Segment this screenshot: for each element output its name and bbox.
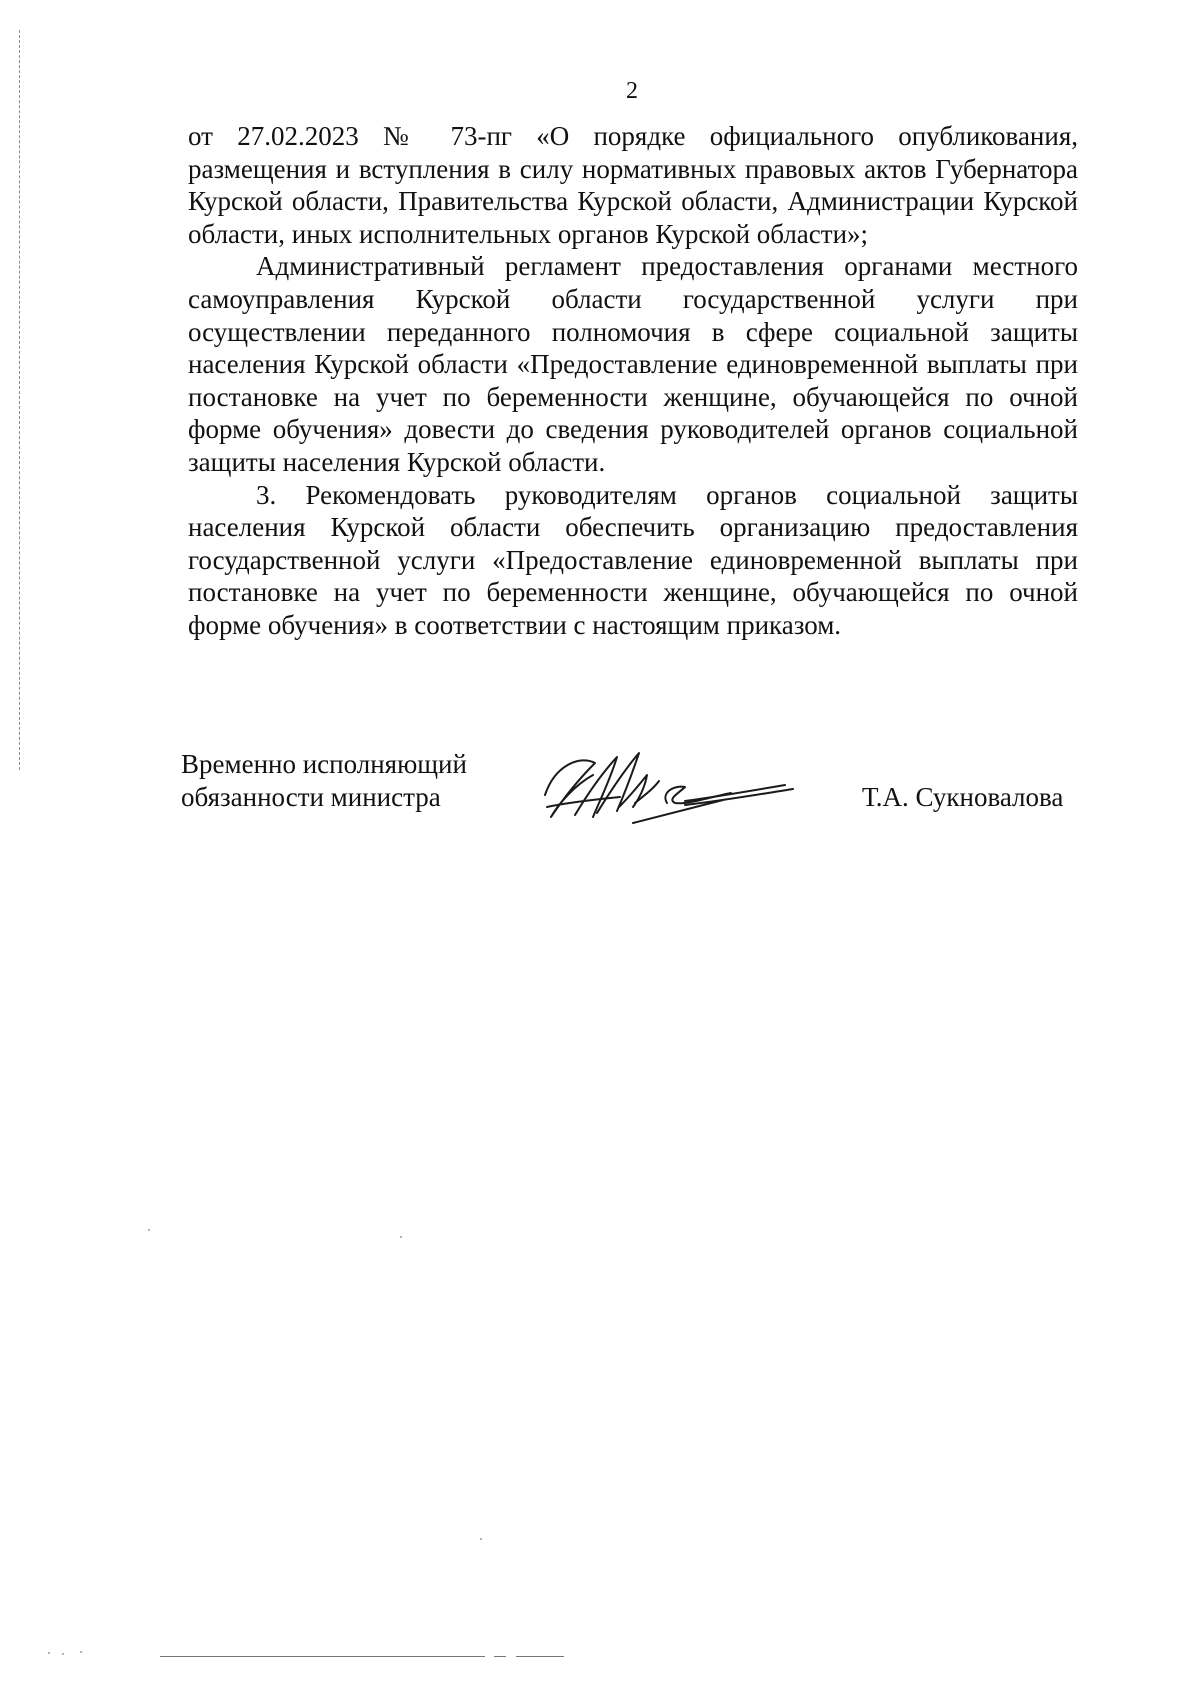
scan-bottom-dash-2 <box>516 1656 564 1657</box>
scan-speck <box>148 1229 150 1231</box>
signatory-position <box>181 748 467 814</box>
scan-bottom-line <box>160 1656 485 1657</box>
scan-speck <box>480 1538 482 1540</box>
signatory-name: Т.А. Сукновалова <box>862 782 1064 812</box>
position-line-2: обязанности министра <box>181 782 441 812</box>
scan-speck <box>400 1236 402 1238</box>
paragraph-continuation: от 27.02.2023 № 73-пг «О порядке официального опубликования, размещения и вступления в силу нормативных правовых актов Губернатора Курской области, Правительства Курской области, Администрации Курской области, иных исполнительных органов Курской области»; <box>188 121 1078 249</box>
scan-speck <box>62 1653 64 1655</box>
scan-margin-line <box>19 30 20 770</box>
page-number: 2 <box>626 78 638 104</box>
scan-bottom-dash <box>494 1656 506 1657</box>
paragraph-item-3: 3. Рекомендовать руководителям органов социальной защиты населения Курской области обеспечить организацию предоставления государственной услуги «Предоставление единовременной выплаты при постановке на учет по беременности женщине, обучающейся по очной форме обучения» в соответствии с настоящим приказом. <box>188 479 1078 640</box>
position-line-1: Временно исполняющий <box>181 749 467 779</box>
document-body <box>188 120 1078 642</box>
paragraph-regulation: Административный регламент предоставления органами местного самоуправления Курской области государственной услуги при осуществлении переданного полномочия в сфере социальной защиты населения Курской области «Предоставление единовременной выплаты при постановке на учет по беременности женщине, обучающейся по очной форме обучения» довести до сведения руководителей органов социальной защиты населения Курской области. <box>188 251 1078 477</box>
handwritten-signature <box>535 745 825 840</box>
scan-speck <box>80 1651 82 1653</box>
scan-speck <box>48 1652 50 1654</box>
